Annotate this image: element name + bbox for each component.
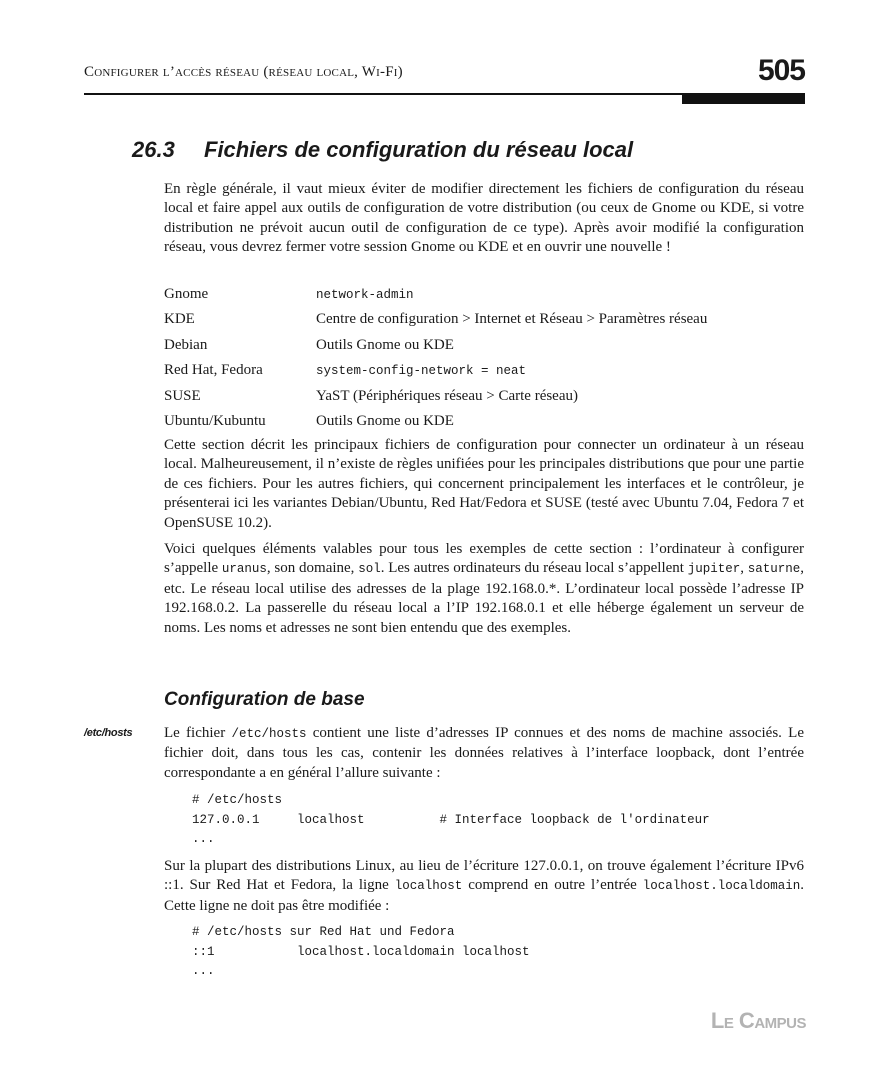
header-bar [682, 93, 805, 104]
tool-name: SUSE [164, 387, 201, 404]
tools-table [164, 283, 804, 435]
margin-note: /etc/hosts [84, 727, 133, 739]
text-run: , [740, 560, 748, 577]
intro-text: En règle générale, il vaut mieux éviter de modifier directement les fichiers de configuration du réseau local et faire appel aux outils de configuration de votre distribution (ou ceux de Gnome ou KDE, si votre distribution ne prévoit aucun outil de configuration de ce type). Après avoir modifié la configuration réseau, vous devrez fermer votre session Gnome ou KDE et en ouvrir une nouvelle ! [164, 181, 804, 256]
tool-value: Centre de configuration > Internet et Réseau > Paramètres réseau [316, 311, 708, 328]
text-run: Voici quelques éléments valables pour tous les exemples de cette section : l’ordinateur à configurer s’appelle [164, 541, 804, 577]
intro-paragraph [164, 180, 804, 258]
tool-value: Outils Gnome ou KDE [316, 412, 454, 429]
inline-code: uranus [221, 562, 267, 577]
inline-code: sol [358, 562, 381, 577]
tool-name: Red Hat, Fedora [164, 362, 263, 379]
paragraph-text: Cette section décrit les principaux fichiers de configuration pour connecter un ordinateur à un réseau local. Malheureusement, il n’existe de règles unifiées pour les principales distributions que pour une partie de ces fichiers. Pour les autres fichiers, qui concernent principalement les interfaces et le contrôleur, je présenterai ici les variantes Debian/Ubuntu, Red Hat/Fedora et SUSE (testé avec Ubuntu 7.04, Fedora 7 et OpenSUSE 10.2). [164, 437, 804, 531]
text-run: Le fichier [164, 725, 232, 741]
paragraph-ipv6 [164, 857, 804, 916]
inline-code: localhost [394, 879, 463, 894]
tool-name: Gnome [164, 286, 209, 302]
text-run: , son domaine, [266, 560, 359, 577]
publisher-logo: Le Campus [710, 1008, 806, 1033]
inline-code: /etc/hosts [231, 727, 307, 741]
tool-row [164, 334, 804, 359]
tool-value: YaST (Périphériques réseau > Carte réseau) [316, 387, 578, 404]
paragraph-etc-hosts [164, 724, 804, 783]
subsection-heading: Configuration de base [164, 689, 365, 710]
inline-code: jupiter [687, 562, 741, 577]
text-run: . Cette ligne ne doit pas être modifiée : [164, 877, 804, 914]
tool-row [164, 410, 804, 435]
inline-code: localhost.localdomain [642, 879, 801, 894]
code-block-hosts: # /etc/hosts 127.0.0.1 localhost # Interface loopback de l'ordinateur ... [192, 793, 710, 847]
tool-row [164, 308, 804, 333]
text-run: Sur la plupart des distributions Linux, au lieu de l’écriture 127.0.0.1, on trouve également l’écriture IPv6 ::1. Sur Red Hat et Fedora, la ligne [164, 858, 804, 894]
text-run: comprend en outre l’entrée [462, 877, 643, 894]
tool-value: network-admin [316, 288, 414, 302]
tool-row [164, 359, 804, 384]
paragraph-sections-overview [164, 436, 804, 533]
running-header-title: Configurer l’accès réseau (réseau local, Wi-Fi) [84, 64, 403, 80]
tool-name: Ubuntu/Kubuntu [164, 412, 266, 429]
paragraph-example-values [164, 540, 804, 638]
section-number: 26.3 [132, 137, 175, 162]
tool-name: KDE [164, 311, 195, 328]
text-run: , etc. Le réseau local utilise des adresses de la plage 192.168.0.*. L’ordinateur local possède l’adresse IP 192.168.0.2. La passerelle du réseau local a l’IP 192.168.0.1 et elle héberge également un serveur de noms. Les noms et adresses ne sont bien entendu que des exemples. [164, 560, 805, 636]
page-number: 505 [757, 54, 805, 87]
inline-code: saturne [747, 562, 801, 577]
code-block-hosts-redhat: # /etc/hosts sur Red Hat und Fedora ::1 localhost.localdomain localhost ... [192, 925, 530, 979]
tool-value: Outils Gnome ou KDE [316, 336, 454, 353]
section-title: Fichiers de configuration du réseau local [204, 137, 634, 162]
section-heading [132, 137, 633, 163]
text-run: . Les autres ordinateurs du réseau local s’appellent [380, 560, 688, 577]
tool-name: Debian [164, 336, 208, 353]
tool-row [164, 283, 804, 308]
text-run: contient une liste d’adresses IP connues et des noms de machine associés. Le fichier doit, dans tous les cas, contenir les données relatives à l’interface loopback, dont l’entrée correspondante a en général l’allure suivante : [164, 725, 804, 781]
tool-row [164, 385, 804, 410]
tool-value: system-config-network = neat [316, 364, 527, 379]
